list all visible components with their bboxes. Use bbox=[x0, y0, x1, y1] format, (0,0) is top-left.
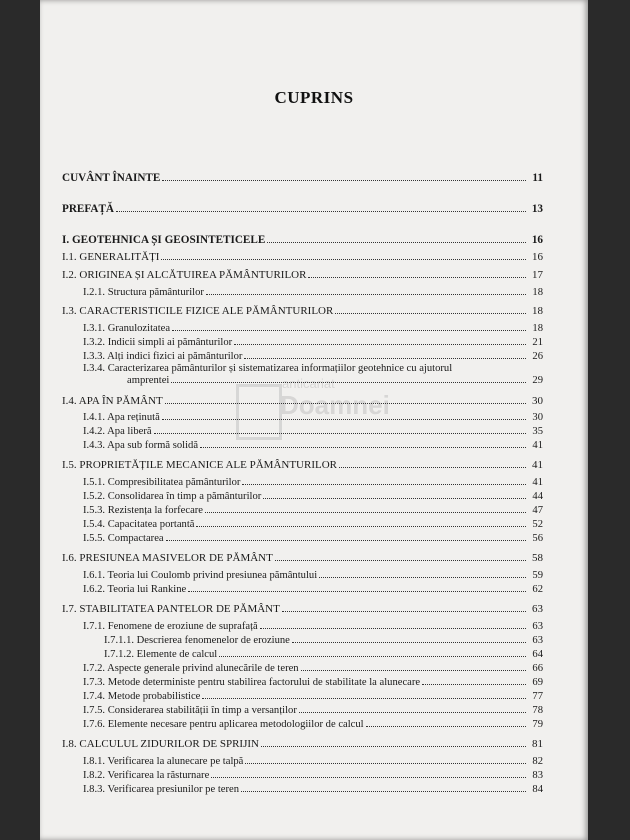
toc-entry bbox=[83, 337, 543, 348]
toc-entry-label: I.7.5. Considerarea stabilității în timp a versanților bbox=[83, 705, 297, 716]
toc-entry-label: I.7.3. Metode deterministe pentru stabilirea factorului de stabilitate la alunecare bbox=[83, 677, 421, 688]
toc-entry bbox=[83, 570, 543, 581]
toc-entry-label: PREFAȚĂ bbox=[62, 203, 114, 215]
toc-entry-label: I.3.1. Granulozitatea bbox=[83, 323, 171, 334]
toc-entry-label: I.6.2. Teoria lui Rankine bbox=[83, 584, 187, 595]
toc-entry bbox=[62, 203, 543, 215]
toc-page-number: 59 bbox=[532, 570, 543, 581]
toc-page-number: 82 bbox=[532, 756, 543, 767]
toc-entry bbox=[62, 251, 543, 263]
toc-page-number: 18 bbox=[532, 287, 543, 298]
toc-page-number: 81 bbox=[532, 738, 543, 750]
toc-entry bbox=[83, 533, 543, 544]
toc-entry bbox=[104, 635, 543, 646]
toc-entry bbox=[83, 621, 543, 632]
leader-dots bbox=[261, 746, 526, 747]
toc-entry-label: I.5.4. Capacitatea portantă bbox=[83, 519, 195, 530]
leader-dots bbox=[241, 791, 526, 792]
toc-page-number: 41 bbox=[532, 440, 543, 451]
toc-entry bbox=[83, 770, 543, 781]
leader-dots bbox=[282, 611, 526, 612]
toc-entry-label: I.3. CARACTERISTICILE FIZICE ALE PĂMÂNTURILOR bbox=[62, 305, 334, 317]
toc-entry bbox=[104, 649, 543, 660]
watermark-text: anticariat bbox=[282, 376, 335, 391]
toc-page-number: 17 bbox=[532, 269, 543, 281]
toc-entry-label: I.5. PROPRIETĂȚILE MECANICE ALE PĂMÂNTURILOR bbox=[62, 459, 337, 471]
page-title: CUPRINS bbox=[274, 88, 354, 107]
toc-entry bbox=[62, 738, 543, 750]
toc-entry-label: I.4. APA ÎN PĂMÂNT bbox=[62, 395, 163, 407]
leader-dots bbox=[162, 180, 526, 181]
toc-page-number: 69 bbox=[532, 677, 543, 688]
toc-entry bbox=[83, 491, 543, 502]
toc-entry bbox=[83, 351, 543, 362]
toc-page-number: 16 bbox=[531, 234, 543, 246]
toc-entry bbox=[83, 477, 543, 488]
leader-dots bbox=[202, 698, 526, 699]
toc-entry-label: CUVÂNT ÎNAINTE bbox=[62, 172, 161, 184]
leader-dots bbox=[172, 330, 526, 331]
toc-page-number: 18 bbox=[532, 323, 543, 334]
leader-dots bbox=[366, 726, 526, 727]
toc-page-number: 62 bbox=[532, 584, 543, 595]
leader-dots bbox=[267, 242, 526, 243]
toc-entry bbox=[83, 426, 543, 437]
toc-entry bbox=[83, 584, 543, 595]
leader-dots bbox=[171, 382, 526, 383]
toc-page-number: 63 bbox=[532, 635, 543, 646]
toc-entry-label: I.7. STABILITATEA PANTELOR DE PĂMÂNT bbox=[62, 603, 280, 615]
leader-dots bbox=[196, 526, 526, 527]
toc-entry bbox=[83, 440, 543, 451]
toc-entry bbox=[83, 505, 543, 516]
toc-entry-label: I.4.2. Apa liberă bbox=[83, 426, 152, 437]
toc-entry bbox=[83, 412, 543, 423]
toc-entry-label: I.7.2. Aspecte generale privind alunecările de teren bbox=[83, 663, 299, 674]
leader-dots bbox=[154, 433, 526, 434]
leader-dots bbox=[206, 294, 526, 295]
leader-dots bbox=[292, 642, 526, 643]
toc-entry-label: I.1. GENERALITĂȚI bbox=[62, 251, 160, 263]
toc-entry bbox=[127, 375, 543, 386]
toc-entry-label: I.3.2. Indicii simpli ai pământurilor bbox=[83, 337, 233, 348]
leader-dots bbox=[335, 313, 526, 314]
leader-dots bbox=[219, 656, 526, 657]
toc-entry-label: I.5.5. Compactarea bbox=[83, 533, 164, 544]
watermark-text: Doamnei bbox=[280, 390, 390, 420]
toc-entry bbox=[83, 705, 543, 716]
leader-dots bbox=[319, 577, 526, 578]
toc-page-number: 18 bbox=[532, 305, 543, 317]
leader-dots bbox=[275, 560, 526, 561]
toc-entry bbox=[83, 719, 543, 730]
toc-page-number: 47 bbox=[532, 505, 543, 516]
book-page bbox=[40, 0, 588, 840]
toc-page-number: 64 bbox=[532, 649, 543, 660]
leader-dots bbox=[161, 259, 526, 260]
toc-page-number: 21 bbox=[532, 337, 543, 348]
leader-dots bbox=[162, 419, 526, 420]
toc-entry bbox=[62, 395, 543, 407]
toc-entry-multiline: I.3.4. Caracterizarea pământurilor și sistematizarea informațiilor geotehnice cu ajutorul bbox=[83, 363, 453, 374]
leader-dots bbox=[308, 277, 526, 278]
toc-page-number: 63 bbox=[532, 603, 543, 615]
toc-entry-label: I.6. PRESIUNEA MASIVELOR DE PĂMÂNT bbox=[62, 552, 273, 564]
toc-page-number: 26 bbox=[532, 351, 543, 362]
toc-entry-label: I.3.3. Alți indici fizici ai pământurilor bbox=[83, 351, 243, 362]
leader-dots bbox=[244, 358, 526, 359]
toc-entry-label: I.7.1.1. Descrierea fenomenelor de eroziune bbox=[104, 635, 290, 646]
toc-entry-label: I.8.2. Verificarea la răsturnare bbox=[83, 770, 210, 781]
toc-page-number: 83 bbox=[532, 770, 543, 781]
toc-entry bbox=[62, 552, 543, 564]
toc-entry bbox=[62, 172, 543, 184]
leader-dots bbox=[116, 211, 526, 212]
toc-entry-label: I.8.3. Verificarea presiunilor pe teren bbox=[83, 784, 239, 795]
toc-page-number: 56 bbox=[532, 533, 543, 544]
toc-page-number: 78 bbox=[532, 705, 543, 716]
leader-dots bbox=[422, 684, 526, 685]
toc-entry bbox=[62, 305, 543, 317]
toc-page-number: 30 bbox=[532, 412, 543, 423]
toc-page-number: 35 bbox=[532, 426, 543, 437]
toc-page-number: 41 bbox=[532, 477, 543, 488]
toc-entry-label: I.4.1. Apa reținută bbox=[83, 412, 160, 423]
toc-entry bbox=[83, 663, 543, 674]
toc-entry-label: amprentei bbox=[127, 375, 170, 386]
toc-entry bbox=[62, 459, 543, 471]
toc-entry-label: I.4.3. Apa sub formă solidă bbox=[83, 440, 199, 451]
toc-entry-label: I.2.1. Structura pământurilor bbox=[83, 287, 204, 298]
toc-page-number: 16 bbox=[532, 251, 543, 263]
toc-entry-label: I.8.1. Verificarea la alunecare pe talpă bbox=[83, 756, 244, 767]
toc-entry-label: I.5.1. Compresibilitatea pământurilor bbox=[83, 477, 241, 488]
toc-entry-label: I. GEOTEHNICA ȘI GEOSINTETICELE bbox=[62, 234, 266, 246]
toc-entry-label: I.7.1. Fenomene de eroziune de suprafață bbox=[83, 621, 258, 632]
leader-dots bbox=[339, 467, 526, 468]
leader-dots bbox=[166, 540, 526, 541]
toc-page-number: 13 bbox=[531, 203, 543, 215]
leader-dots bbox=[211, 777, 526, 778]
toc-entry-label: I.7.6. Elemente necesare pentru aplicarea metodologiilor de calcul bbox=[83, 719, 364, 730]
leader-dots bbox=[245, 763, 526, 764]
toc-entry bbox=[62, 269, 543, 281]
toc-entry-label: I.7.1.2. Elemente de calcul bbox=[104, 649, 218, 660]
toc-entry-label: I.2. ORIGINEA ȘI ALCĂTUIREA PĂMÂNTURILOR bbox=[62, 269, 307, 281]
toc-entry bbox=[83, 677, 543, 688]
toc-entry-label: I.7.4. Metode probabilistice bbox=[83, 691, 201, 702]
toc-page-number: 84 bbox=[532, 784, 543, 795]
toc-page-number: 11 bbox=[532, 172, 543, 184]
leader-dots bbox=[301, 670, 526, 671]
leader-dots bbox=[205, 512, 526, 513]
toc-page-number: 41 bbox=[532, 459, 543, 471]
toc-page-number: 29 bbox=[532, 375, 543, 386]
toc-page-number: 79 bbox=[532, 719, 543, 730]
leader-dots bbox=[188, 591, 526, 592]
toc-entry bbox=[83, 323, 543, 334]
toc-entry-label: I.6.1. Teoria lui Coulomb privind presiunea pământului bbox=[83, 570, 318, 581]
leader-dots bbox=[165, 403, 526, 404]
toc-entry bbox=[62, 234, 543, 246]
toc-entry-label: I.5.2. Consolidarea în timp a pământurilor bbox=[83, 491, 262, 502]
toc-entry-label: I.5.3. Rezistența la forfecare bbox=[83, 505, 203, 516]
toc-page-number: 77 bbox=[532, 691, 543, 702]
toc-entry bbox=[83, 756, 543, 767]
toc-entry bbox=[83, 287, 543, 298]
toc-entry bbox=[83, 784, 543, 795]
toc-page-number: 44 bbox=[532, 491, 543, 502]
toc-entry bbox=[62, 603, 543, 615]
toc-entry bbox=[83, 519, 543, 530]
toc-page-number: 66 bbox=[532, 663, 543, 674]
toc-page-number: 63 bbox=[532, 621, 543, 632]
leader-dots bbox=[263, 498, 526, 499]
leader-dots bbox=[242, 484, 526, 485]
toc-entry bbox=[83, 691, 543, 702]
leader-dots bbox=[299, 712, 526, 713]
toc-entry-label: I.8. CALCULUL ZIDURILOR DE SPRIJIN bbox=[62, 738, 259, 750]
leader-dots bbox=[200, 447, 526, 448]
leader-dots bbox=[234, 344, 526, 345]
leader-dots bbox=[260, 628, 526, 629]
toc-page-number: 52 bbox=[532, 519, 543, 530]
toc-page-number: 30 bbox=[532, 395, 543, 407]
toc-page-number: 58 bbox=[532, 552, 543, 564]
